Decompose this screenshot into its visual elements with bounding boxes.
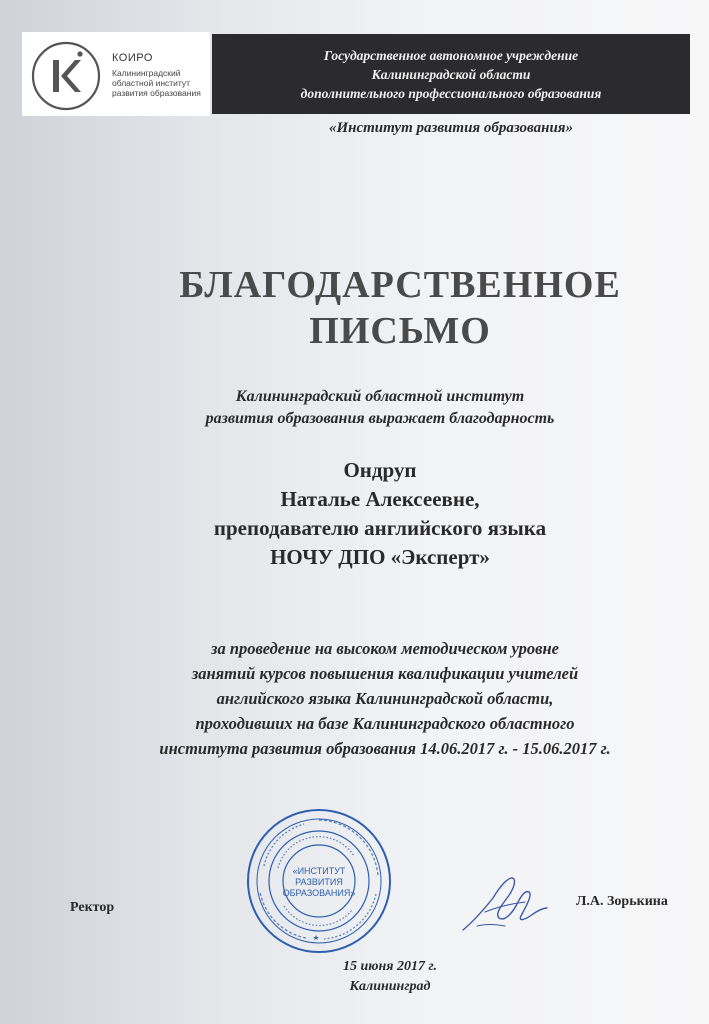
recipient-position: преподавателю английского языка — [213, 516, 547, 540]
intro-text: Калининградский областной институт развития образования выражает благодарность — [205, 388, 555, 427]
logo-title: КОИРО — [112, 52, 153, 64]
banner-line: дополнительного профессионального образования — [300, 85, 602, 101]
koiro-logo — [22, 32, 210, 116]
recipient-name: Наталье Алексеевне, — [280, 487, 480, 511]
stamp-text-2: РАЗВИТИЯ — [295, 877, 343, 887]
issue-city: Калининград — [349, 979, 431, 994]
recipient-surname: Ондруп — [343, 458, 417, 482]
banner-line: Государственное автономное учреждение — [323, 47, 579, 63]
header-banner — [212, 34, 690, 114]
recipient-block — [90, 456, 670, 572]
banner-line: Калининградской области — [371, 66, 531, 82]
issue-date-place — [300, 957, 480, 997]
handwritten-signature — [455, 868, 550, 940]
document-title: БЛАГОДАРСТВЕННОЕ ПИСЬМО — [179, 264, 621, 352]
koiro-logo-mark-icon — [28, 38, 104, 114]
recipient-organization: НОЧУ ДПО «Эксперт» — [270, 545, 490, 569]
institute-name: «Институт развития образования» — [328, 120, 574, 136]
issue-date: 15 июня 2017 г. — [343, 959, 437, 974]
reason-text: за проведение на высоком методическом уровне занятий курсов повышения квалификации учителей английского языка Калининградской области, проходивших на базе Калининградского областного института развития образования 14.06.2017 г. - 15.06.2017 г. — [159, 639, 611, 758]
official-stamp — [244, 806, 394, 956]
signer-name: Л.А. Зорькина — [576, 894, 668, 909]
logo-subtitle: Калининградский областной институт развития образования — [112, 68, 201, 98]
stamp-text-1: «ИНСТИТУТ — [292, 866, 346, 876]
signer-position: Ректор — [70, 900, 115, 915]
stamp-text-3: ОБРАЗОВАНИЯ» — [282, 888, 356, 898]
